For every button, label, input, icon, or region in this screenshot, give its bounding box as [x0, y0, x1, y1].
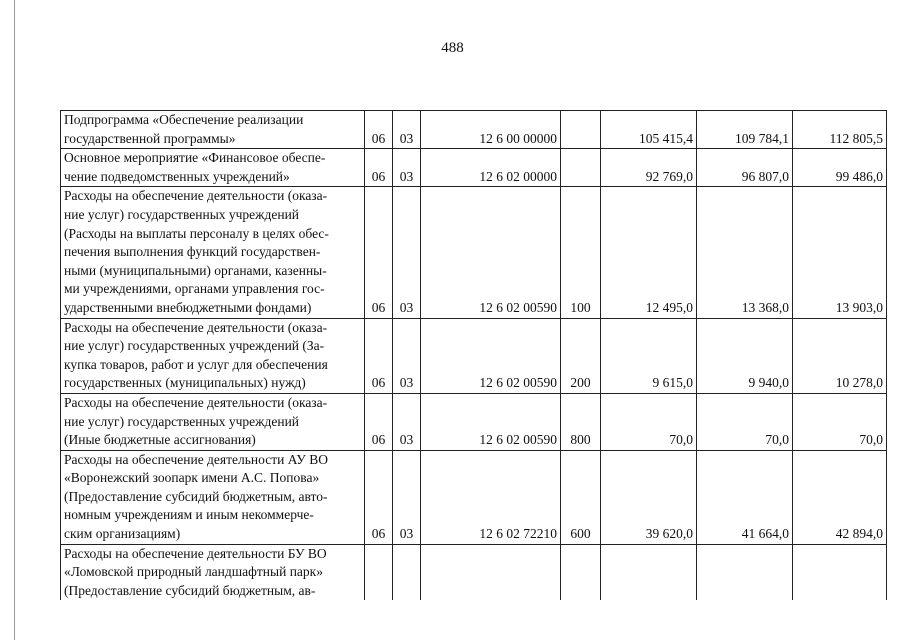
amount-year3-cell: 70,0: [793, 393, 887, 450]
subsection-cell: 03: [393, 450, 421, 544]
item-name-cell: [61, 450, 365, 544]
item-name-line: купка товаров, работ и услуг для обеспечения: [64, 356, 328, 372]
item-name-line: (Расходы на выплаты персоналу в целях обес-: [64, 225, 329, 241]
item-name-line: (Иные бюджетные ассигнования): [64, 432, 256, 448]
subsection-cell: 03: [393, 318, 421, 393]
target-code-cell: 12 6 02 00590: [421, 393, 561, 450]
item-name-cell: [61, 149, 365, 187]
amount-year2-cell: 70,0: [697, 393, 793, 450]
item-name-line: Расходы на обеспечение деятельности (оказа-: [64, 188, 328, 204]
expense-type-cell: [561, 111, 601, 149]
section-cell: 06: [365, 111, 393, 149]
item-name-line: ударственными внебюджетными фондами): [64, 299, 312, 315]
item-name-line: номным учреждениям и иным некоммерче-: [64, 507, 314, 523]
expense-type-cell: [561, 149, 601, 187]
amount-year2-cell: [697, 544, 793, 600]
amount-year1-cell: 9 615,0: [601, 318, 697, 393]
item-name-line: ми учреждениями, органами управления гос-: [64, 281, 325, 297]
target-code-cell: 12 6 02 00590: [421, 187, 561, 318]
amount-year2-cell: 96 807,0: [697, 149, 793, 187]
item-name-line: ским организациям): [64, 526, 181, 542]
budget-table: [60, 110, 887, 600]
expense-type-cell: 100: [561, 187, 601, 318]
table-body: [61, 111, 887, 601]
item-name-line: ние услуг) государственных учреждений: [64, 413, 300, 429]
amount-year2-cell: 9 940,0: [697, 318, 793, 393]
expense-type-cell: 200: [561, 318, 601, 393]
amount-year1-cell: 92 769,0: [601, 149, 697, 187]
item-name-line: «Воронежский зоопарк имени А.С. Попова»: [64, 470, 320, 486]
item-name-cell: [61, 187, 365, 318]
item-name-cell: [61, 318, 365, 393]
section-cell: 06: [365, 187, 393, 318]
table-row: [61, 111, 887, 149]
item-name-line: «Ломовской природный ландшафтный парк»: [64, 564, 323, 580]
item-name-line: чение подведомственных учреждений»: [64, 168, 290, 184]
item-name-cell: [61, 544, 365, 600]
section-cell: 06: [365, 149, 393, 187]
expense-type-cell: [561, 544, 601, 600]
subsection-cell: 03: [393, 393, 421, 450]
table-row: [61, 450, 887, 544]
item-name-line: печения выполнения функций государствен-: [64, 244, 321, 260]
page-edge-line: [14, 0, 15, 640]
table-row: [61, 544, 887, 600]
subsection-cell: [393, 544, 421, 600]
amount-year1-cell: [601, 544, 697, 600]
item-name-line: Расходы на обеспечение деятельности АУ ВО: [64, 451, 328, 467]
amount-year3-cell: 42 894,0: [793, 450, 887, 544]
item-name-line: Подпрограмма «Обеспечение реализации: [64, 112, 304, 127]
amount-year2-cell: 109 784,1: [697, 111, 793, 149]
target-code-cell: 12 6 02 00590: [421, 318, 561, 393]
target-code-cell: 12 6 00 00000: [421, 111, 561, 149]
subsection-cell: 03: [393, 149, 421, 187]
item-name-line: государственных (муниципальных) нужд): [64, 375, 306, 391]
item-name-cell: [61, 393, 365, 450]
amount-year1-cell: 39 620,0: [601, 450, 697, 544]
amount-year1-cell: 12 495,0: [601, 187, 697, 318]
table-row: [61, 393, 887, 450]
amount-year1-cell: 70,0: [601, 393, 697, 450]
amount-year3-cell: [793, 544, 887, 600]
item-name-cell: [61, 111, 365, 149]
item-name-line: ние услуг) государственных учреждений (За-: [64, 338, 325, 354]
item-name-line: (Предоставление субсидий бюджетным, авто-: [64, 488, 328, 504]
table-row: [61, 149, 887, 187]
target-code-cell: 12 6 02 72210: [421, 450, 561, 544]
section-cell: 06: [365, 450, 393, 544]
subsection-cell: 03: [393, 111, 421, 149]
table-row: [61, 318, 887, 393]
section-cell: [365, 544, 393, 600]
subsection-cell: 03: [393, 187, 421, 318]
amount-year2-cell: 13 368,0: [697, 187, 793, 318]
amount-year2-cell: 41 664,0: [697, 450, 793, 544]
item-name-line: Расходы на обеспечение деятельности (оказа-: [64, 319, 328, 335]
item-name-line: Расходы на обеспечение деятельности БУ ВО: [64, 545, 327, 561]
table-row: [61, 187, 887, 318]
amount-year3-cell: 99 486,0: [793, 149, 887, 187]
item-name-line: Расходы на обеспечение деятельности (оказа-: [64, 394, 328, 410]
amount-year3-cell: 13 903,0: [793, 187, 887, 318]
section-cell: 06: [365, 393, 393, 450]
amount-year3-cell: 10 278,0: [793, 318, 887, 393]
item-name-line: ными (муниципальными) органами, казенны-: [64, 262, 327, 278]
expense-type-cell: 600: [561, 450, 601, 544]
expense-type-cell: 800: [561, 393, 601, 450]
item-name-line: (Предоставление субсидий бюджетным, ав-: [64, 582, 316, 598]
item-name-line: ние услуг) государственных учреждений: [64, 206, 300, 222]
target-code-cell: [421, 544, 561, 600]
amount-year3-cell: 112 805,5: [793, 111, 887, 149]
section-cell: 06: [365, 318, 393, 393]
item-name-line: Основное мероприятие «Финансовое обеспе-: [64, 150, 326, 166]
target-code-cell: 12 6 02 00000: [421, 149, 561, 187]
page-number: 488: [441, 40, 464, 56]
item-name-line: государственной программы»: [64, 130, 236, 146]
amount-year1-cell: 105 415,4: [601, 111, 697, 149]
